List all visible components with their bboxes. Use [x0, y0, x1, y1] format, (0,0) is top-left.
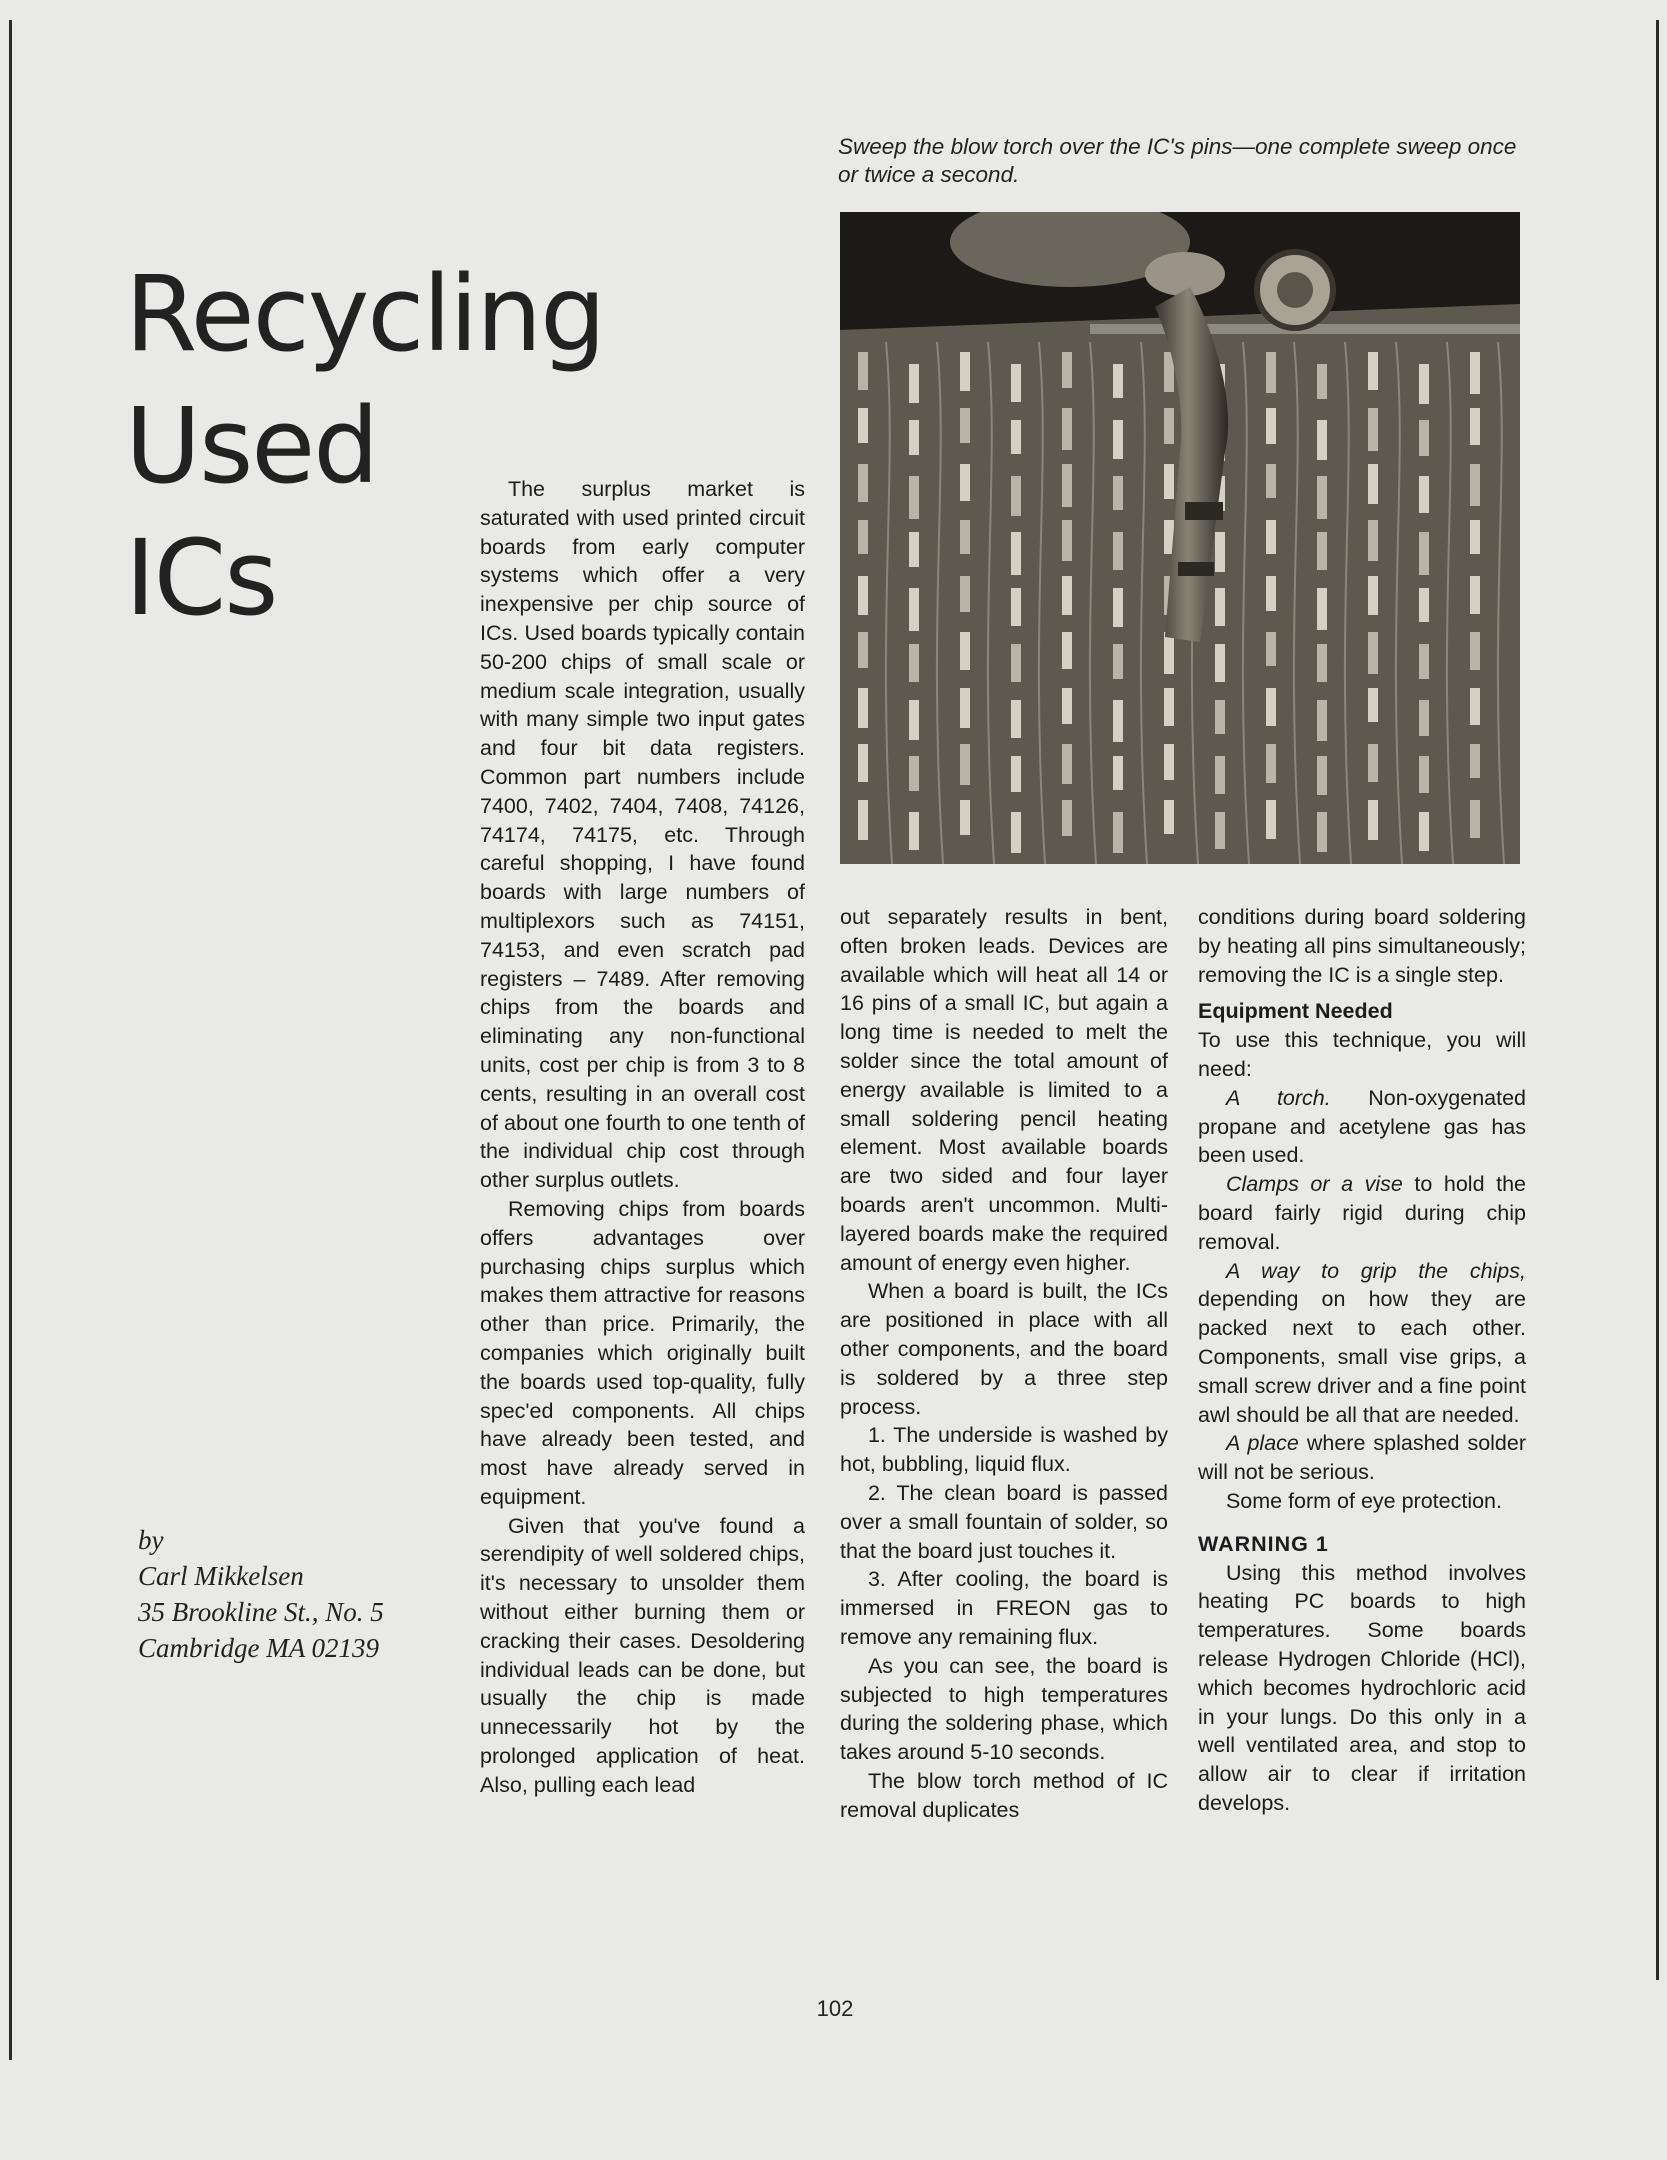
column2-paragraph-3: As you can see, the board is subjected to high temperatures during the soldering phase, which takes around 5-10 seconds.: [840, 1653, 1168, 1765]
board-chip: [1470, 464, 1480, 506]
board-chip: [960, 464, 970, 501]
board-chip: [1011, 588, 1021, 626]
board-chip: [1470, 632, 1480, 670]
board-chip: [1215, 588, 1225, 626]
byline-address-1: 35 Brookline St., No. 5: [138, 1597, 384, 1627]
board-chip: [1419, 364, 1429, 404]
item-place-text: where splashed solder will not be serious.: [1198, 1431, 1526, 1485]
board-chip: [1266, 464, 1276, 498]
title-line-3: ICs: [125, 517, 277, 639]
page-edge-right: [1656, 20, 1659, 1980]
column2-step-1: 1. The underside is washed by hot, bubbling, liquid flux.: [840, 1423, 1168, 1477]
item-clamps-text: to hold the board fairly rigid during chip removal.: [1198, 1172, 1526, 1254]
board-chip: [1368, 744, 1378, 782]
board-chip: [858, 464, 868, 502]
board-chip: [1419, 644, 1429, 679]
board-chip: [1419, 812, 1429, 851]
item-place-term: A place: [1225, 1431, 1299, 1456]
board-chip: [1470, 352, 1480, 394]
column1-paragraph-1: The surplus market is saturated with used printed circuit boards from early computer systems which offer a very inexpensive per chip source of ICs. Used boards typically contain 50-200 chips of small scale or medium scale integration, usually with many simple two input gates and four bit data registers. Common part numbers include 7400, 7402, 7404, 7408, 74126, 74174, 74175, etc. Through careful shopping, I have found boards with large numbers of multiplexors such as 74151, 74153, and even scratch pad registers – 7489. After removing chips from the boards and eliminating any non-functional units, cost per chip is from 3 to 8 cents, resulting in an overall cost of about one fourth to one tenth of the individual chip cost through other surplus outlets.: [480, 477, 805, 1193]
board-chip: [1368, 576, 1378, 615]
board-chip: [1368, 632, 1378, 674]
board-chip: [1164, 800, 1174, 834]
board-chip: [1062, 688, 1072, 724]
board-chip: [1113, 420, 1123, 459]
board-chip: [1062, 464, 1072, 507]
board-chip: [1266, 632, 1276, 666]
board-chip: [909, 588, 919, 631]
warning-paragraph: Using this method involves heating PC boards to high temperatures. Some boards release Hydrogen Chloride (HCl), which becomes hydrochloric acid in your lungs. Do this only in a well ventilated area, and stop to allow air to clear if irritation develops.: [1198, 1560, 1526, 1815]
board-chip: [960, 800, 970, 835]
board-chip: [1419, 700, 1429, 736]
board-chip: [960, 744, 970, 785]
item-torch-term: A torch.: [1225, 1085, 1331, 1110]
board-chip: [1419, 532, 1429, 575]
circuit-board-image: [840, 212, 1520, 864]
item-grip-text: depending on how they are packed next to each other. Components, small vise grips, a small screw driver and a fine point awl should be all that are needed.: [1198, 1287, 1526, 1427]
equipment-item-grip: [1198, 1257, 1526, 1430]
column1-paragraph-3: Given that you've found a serendipity of well soldered chips, it's necessary to unsolder them without either burning them or cracking their cases. Desoldering individual leads can be done, but usually the chip is made unnecessarily hot by the prolonged application of heat. Also, pulling each lead: [480, 1513, 805, 1797]
board-chip: [1317, 700, 1327, 741]
board-chip: [909, 476, 919, 519]
board-chip: [1011, 476, 1021, 516]
board-chip: [909, 812, 919, 850]
board-chip: [1368, 408, 1378, 451]
board-chip: [1419, 420, 1429, 456]
board-chip: [1164, 744, 1174, 780]
photo-caption: Sweep the blow torch over the IC's pins—one complete sweep once or twice a second.: [838, 134, 1517, 187]
board-chip: [1470, 688, 1480, 725]
title-line-2: Used: [125, 385, 378, 507]
article-column-3: [1198, 903, 1526, 1818]
board-chip: [1317, 364, 1327, 399]
equipment-item-clamps: [1198, 1170, 1526, 1256]
column2-paragraph-2: When a board is built, the ICs are positioned in place with all other components, and the board is soldered by a three step process.: [840, 1279, 1168, 1419]
item-grip-term: A way to grip the chips,: [1225, 1258, 1526, 1283]
column2-paragraph-4: The blow torch method of IC removal duplicates: [840, 1768, 1168, 1822]
board-chip: [1317, 588, 1327, 630]
board-chip: [1368, 800, 1378, 840]
circuit-board-photo: [840, 212, 1520, 864]
warning-heading: WARNING 1: [1198, 1531, 1329, 1556]
board-chip: [1011, 812, 1021, 853]
board-chip: [909, 532, 919, 567]
board-chip: [1062, 520, 1072, 561]
board-chip: [1470, 744, 1480, 778]
board-chip: [1470, 576, 1480, 614]
board-chip: [1470, 520, 1480, 554]
article-column-2: [840, 903, 1168, 1825]
board-chip: [960, 688, 970, 728]
board-chip: [1113, 644, 1123, 679]
page-number: 102: [816, 1996, 854, 2021]
board-chip: [1113, 476, 1123, 510]
board-chip: [1266, 520, 1276, 554]
board-chip: [1062, 352, 1072, 388]
board-chip: [1368, 688, 1378, 722]
board-chip: [1317, 644, 1327, 682]
board-chip: [1266, 408, 1276, 444]
board-chip: [1062, 744, 1072, 784]
board-chip: [1215, 756, 1225, 794]
board-chip: [1062, 576, 1072, 615]
board-chip: [1215, 700, 1225, 734]
column2-step-2: 2. The clean board is passed over a small fountain of solder, so that the board just touches it.: [840, 1480, 1168, 1563]
board-chip: [1317, 420, 1327, 460]
column3-paragraph-2: To use this technique, you will need:: [1198, 1028, 1526, 1081]
board-chip: [1011, 756, 1021, 792]
board-chip: [1419, 588, 1429, 622]
byline-by: by: [138, 1525, 164, 1555]
board-chip: [1062, 632, 1072, 669]
board-chip: [960, 632, 970, 670]
board-chip: [1062, 800, 1072, 836]
equipment-item-place: [1198, 1429, 1526, 1487]
author-byline: [138, 1522, 458, 1666]
board-chip: [858, 576, 868, 615]
byline-author: Carl Mikkelsen: [138, 1561, 304, 1591]
board-chip: [1113, 812, 1123, 853]
board-chip: [1011, 420, 1021, 454]
board-chip: [1317, 476, 1327, 519]
board-chip: [1011, 364, 1021, 402]
board-chip: [909, 700, 919, 740]
column2-step-3: 3. After cooling, the board is immersed in FREON gas to remove any remaining flux.: [840, 1567, 1168, 1649]
item-torch-text: Non-oxygenated propane and acetylene gas has been used.: [1198, 1085, 1526, 1168]
board-chip: [909, 420, 919, 455]
board-chip: [1470, 408, 1480, 445]
board-chip: [858, 744, 868, 782]
column2-paragraph-1: out separately results in bent, often broken leads. Devices are available which will heat all 14 or 16 pins of a small IC, but again a long time is needed to melt the solder since the total amount of energy available is limited to a small soldering pencil heating element. Most available boards are two sided and four layer boards aren't uncommon. Multi-layered boards make the required amount of energy even higher.: [840, 905, 1168, 1275]
board-chip: [858, 408, 868, 443]
board-chip: [858, 352, 868, 390]
board-chip: [1215, 812, 1225, 849]
board-chip: [1215, 532, 1225, 572]
board-chip: [858, 520, 868, 554]
board-chip: [858, 800, 868, 840]
board-chip: [1164, 464, 1174, 499]
column1-paragraph-2: Removing chips from boards offers advantages over purchasing chips surplus which makes them attractive for reasons other than price. Primarily, the companies which originally built the boards used top-quality, fully spec'ed components. All chips have already been tested, and most have already served in equipment.: [480, 1196, 805, 1509]
board-chip: [1419, 476, 1429, 513]
board-chip: [1419, 756, 1429, 793]
board-chip: [1368, 464, 1378, 504]
board-chip: [960, 408, 970, 443]
board-chip: [1470, 800, 1480, 838]
board-chip: [858, 688, 868, 728]
board-chip: [1266, 352, 1276, 393]
board-chip: [1113, 756, 1123, 790]
equipment-item-eye-protection: Some form of eye protection.: [1225, 1488, 1502, 1513]
equipment-item-torch: [1198, 1084, 1526, 1170]
page-edge-left: [9, 20, 12, 2060]
board-chip: [909, 364, 919, 403]
board-chip: [1062, 408, 1072, 450]
board-chip: [1368, 352, 1378, 390]
byline-address-2: Cambridge MA 02139: [138, 1633, 379, 1663]
board-chip: [1113, 532, 1123, 570]
board-chip: [909, 644, 919, 682]
board-chip: [1266, 800, 1276, 839]
board-chip: [858, 632, 868, 668]
board-chip: [1266, 688, 1276, 726]
board-chip: [1164, 632, 1174, 674]
board-chip: [1164, 688, 1174, 726]
item-clamps-term: Clamps or a vise: [1225, 1172, 1403, 1197]
board-chip: [1266, 744, 1276, 783]
board-chip: [1317, 756, 1327, 795]
title-line-1: Recycling: [125, 253, 605, 375]
board-chip: [1164, 408, 1174, 444]
board-chip: [960, 520, 970, 554]
board-chip: [1317, 812, 1327, 852]
board-chip: [1368, 520, 1378, 561]
board-chip: [1011, 644, 1021, 682]
board-chip: [1266, 576, 1276, 611]
article-column-1: [480, 475, 805, 1800]
board-chip: [1215, 644, 1225, 682]
board-chip: [1011, 700, 1021, 738]
equipment-heading: Equipment Needed: [1198, 999, 1393, 1024]
column3-paragraph-1: conditions during board soldering by heating all pins simultaneously; removing the IC is a single step.: [1198, 905, 1526, 987]
board-chip: [960, 352, 970, 391]
board-chip: [1317, 532, 1327, 570]
board-chip: [1113, 588, 1123, 627]
board-chip: [960, 576, 970, 612]
board-chip: [1113, 364, 1123, 398]
board-chip: [1011, 532, 1021, 575]
board-chip: [909, 756, 919, 791]
board-chip: [1113, 700, 1123, 742]
